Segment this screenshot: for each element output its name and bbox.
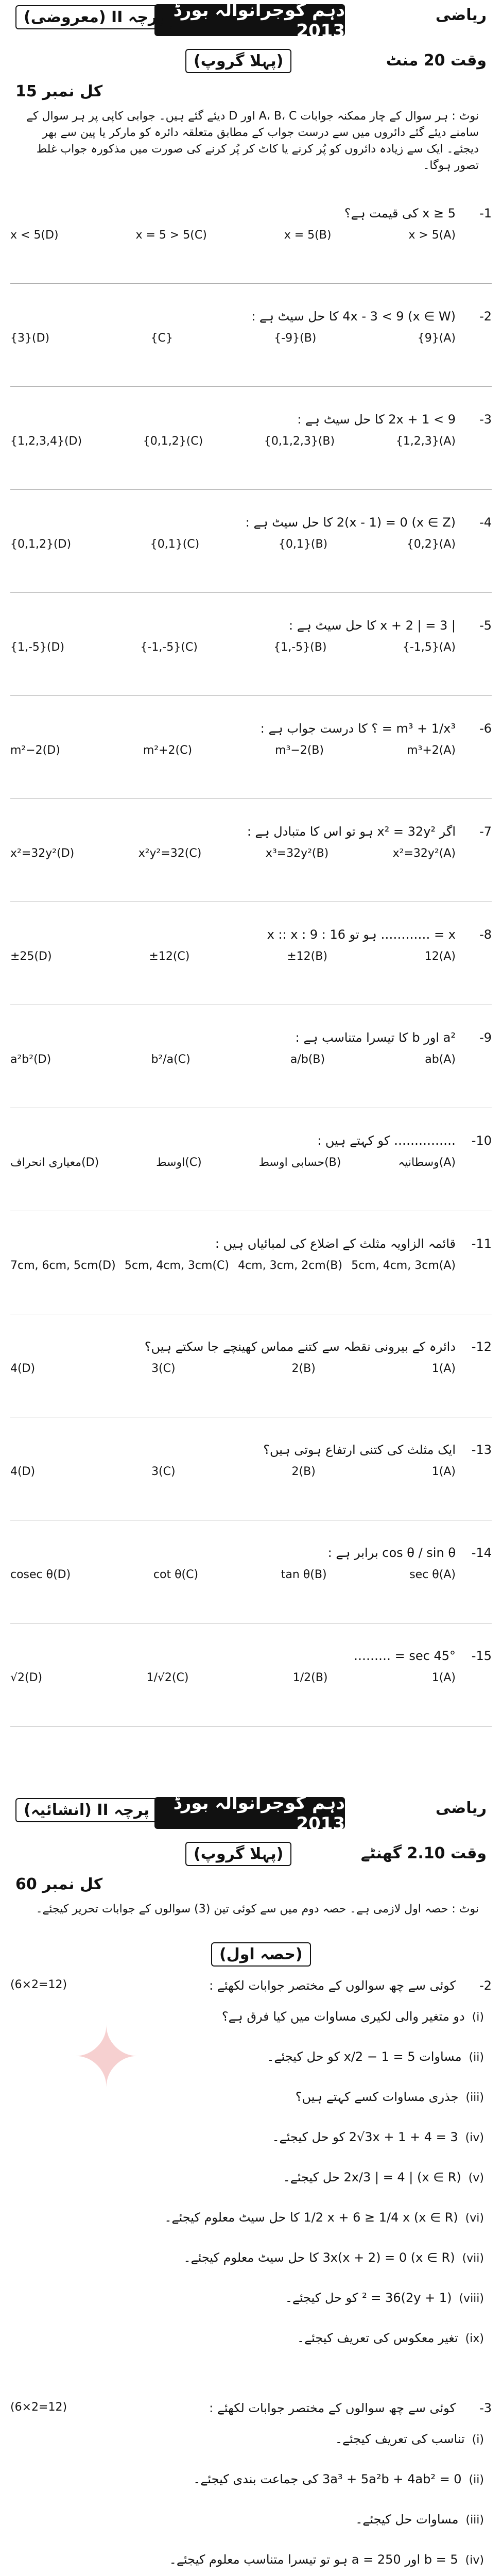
answer-option: {0,2}(A) [406,538,456,551]
time-label-2: وقت 2.10 گھنٹے [360,1844,487,1862]
answer-option: x²=32y²(A) [392,847,456,860]
question-number: -7 [479,824,492,839]
answer-option: {0,1,2,3}(B) [264,435,335,448]
sub-question-number: (ix) [465,2332,484,2345]
answer-options [10,1465,456,1486]
sub-question-number: (viii) [459,2292,484,2305]
sub-question [21,2512,484,2527]
answer-option: {3}(D) [10,332,50,345]
question-number: -12 [471,1340,492,1354]
answer-option: x = 5(B) [284,229,332,242]
answer-options [10,332,456,352]
mcq-question [10,618,492,680]
answer-option: {0,1}(B) [278,538,328,551]
answer-option: m²+2(C) [143,744,193,757]
sub-question-number: (ii) [469,2473,484,2486]
subject-label-2: ریاضی [435,1799,487,1817]
mcq-question [10,1649,492,1710]
sub-question-number: (ii) [469,2051,484,2064]
answer-option: x²y²=32(C) [138,847,202,860]
question-heading: کوئی سے چھ سوالوں کے مختصر جوابات لکھئے : [209,2401,456,2415]
question-text: x ≥ 5 کی قیمت ہے؟ [344,206,456,221]
mcq-question [10,206,492,268]
question-number: -9 [479,1030,492,1045]
answer-option: m²−2(D) [10,744,60,757]
sub-question-text: تناسب کی تعریف کیجئے۔ [335,2432,465,2446]
question-text: 2x + 1 < 9 کا حل سیٹ ہے : [297,412,456,427]
answer-options [10,1156,456,1177]
question-number: -15 [471,1649,492,1663]
answer-options [10,1362,456,1383]
answer-option: 4cm, 3cm, 2cm(B) [238,1259,342,1272]
answer-option: a²b²(D) [10,1053,51,1066]
answer-option: b²/a(C) [151,1053,191,1066]
answer-options [10,641,456,662]
question-text: دائرہ کے بیرونی نقطہ سے کتنے مماس کھینچے جا سکتے ہیں؟ [144,1340,456,1354]
paper-label: پرچہ II (معروضی) [15,5,172,29]
question-number: -11 [471,1236,492,1251]
answer-option: 1/2(B) [292,1671,328,1684]
answer-option: x = 5 > 5(C) [135,229,207,242]
question-number: -14 [471,1546,492,1560]
answer-option: 2(B) [291,1362,316,1375]
answer-options [10,1053,456,1074]
question-number: -3 [479,412,492,427]
answer-option: a/b(B) [290,1053,325,1066]
sub-question-text: (x ∈ R) | 2x/3 | = 4 حل کیجئے۔ [283,2170,461,2184]
mcq-question [10,1546,492,1607]
group-label: (پہلا گروپ) [185,49,291,73]
group-label-2: (پہلا گروپ) [185,1842,291,1866]
sub-question-text: مساوات حل کیجئے۔ [355,2512,459,2527]
answer-options [10,847,456,868]
answer-option: 12(A) [424,950,456,963]
question-number: -1 [479,206,492,221]
question-text: اگر x² = 32y² ہو تو اس کا متبادل ہے : [247,824,456,839]
answer-option: x > 5(A) [408,229,456,242]
board-banner-2: دہم گوجرانوالہ بورڈ 2013 [154,1797,345,1829]
answer-option: sec θ(A) [409,1568,456,1581]
answer-options [10,1568,456,1589]
sub-question-number: (vi) [465,2212,484,2225]
answer-option: {C} [150,332,173,345]
answer-option: 4(D) [10,1362,36,1375]
question-text: cos θ / sin θ برابر ہے : [327,1546,456,1560]
answer-option: x < 5(D) [10,229,59,242]
question-text: (x ∈ Z) 2(x - 1) = 0 کا حل سیٹ ہے : [245,515,456,530]
answer-option: 2(B) [291,1465,316,1478]
question-number: -8 [479,927,492,942]
sub-question-text: (2y + 1)² = 36 کو حل کیجئے۔ [285,2291,452,2305]
marks-label: کل نمبر 15 [15,82,103,100]
answer-option: ±12(B) [287,950,327,963]
answer-option: 3(C) [151,1362,176,1375]
answer-option: حسابی اوسط(B) [258,1156,341,1169]
answer-option: 1(A) [431,1362,456,1375]
answer-option: {1,-5}(B) [273,641,327,654]
sub-question-number: (iii) [465,2514,484,2527]
sub-question-text: جذری مساوات کسے کہتے ہیں؟ [295,2090,459,2104]
answer-option: اوسط(C) [156,1156,202,1169]
question-number: -4 [479,515,492,530]
mcq-question [10,309,492,371]
answer-option: ab(A) [425,1053,456,1066]
sub-question-text: 3a³ + 5a²b + 4ab² = 0 کی جماعت بندی کیجئے۔ [193,2472,462,2486]
divider [10,489,492,490]
answer-option: معیاری انحراف(D) [10,1156,99,1169]
divider [10,592,492,593]
question-text: …………… کو کہتے ہیں : [317,1133,456,1148]
answer-options [10,229,456,249]
question-number: -5 [479,618,492,633]
sub-question [21,2552,484,2567]
answer-options [10,538,456,558]
answer-option: {1,-5}(D) [10,641,65,654]
answer-option: x³=32y²(B) [265,847,329,860]
mcq-question [10,1236,492,1298]
answer-option: m³−2(B) [275,744,324,757]
sub-question-number: (vii) [462,2252,484,2265]
sub-question-text: دو متغیر والی لکیری مساوات میں کیا فرق ہے؟ [221,2009,465,2024]
question-number: -2 [479,1978,492,1993]
instructions-note: نوٹ : ہر سوال کے چار ممکنہ جوابات A، B، C اور D دیئے گئے ہیں۔ جوابی کاپی پر ہر سوال کے سامنے دیئے گئے دائروں میں سے درست جواب کے مطابق متعلقہ دائرہ کو مارکر یا پین سے بھر دیجئے۔ ایک سے زیادہ دائروں کو پُر کرنے یا کاٹ کر پُر کرنے کی صورت میں مذکورہ جواب غلط تصور ہوگا۔ [26,110,479,172]
sub-question-number: (i) [472,2433,484,2446]
answer-option: {0,1,2}(D) [10,538,72,551]
mcq-question [10,1340,492,1401]
mcq-question [10,1030,492,1092]
answer-options [10,950,456,971]
answer-option: cot θ(C) [153,1568,199,1581]
answer-options [10,744,456,765]
answer-options [10,435,456,455]
answer-option: {-1,-5}(C) [140,641,198,654]
answer-option: ±12(C) [149,950,190,963]
answer-option: 7cm, 6cm, 5cm(D) [10,1259,116,1272]
question-text: (x ∈ W) 4x - 3 < 9 کا حل سیٹ ہے : [251,309,456,324]
answer-option: cosec θ(D) [10,1568,71,1581]
mcq-question [10,1133,492,1195]
mcq-question [10,1443,492,1504]
answer-option: 1(A) [431,1465,456,1478]
mcq-question [10,721,492,783]
answer-option: {1,2,3}(A) [395,435,456,448]
question-number: -3 [479,2401,492,2415]
time-label: وقت 20 منٹ [386,52,487,70]
answer-option: {-1,5}(A) [402,641,456,654]
answer-option: {-9}(B) [274,332,317,345]
mcq-question [10,515,492,577]
paper-label-2: پرچہ II (انشائیہ) [15,1798,158,1822]
sub-question-text: (x ∈ R) 1/2 x + 6 ≥ 1/4 x کا حل سیٹ معلوم کیجئے۔ [164,2210,458,2225]
mcq-question [10,927,492,989]
sub-question [21,2472,484,2486]
answer-option: 1/√2(C) [146,1671,189,1684]
sub-question-text: (x ∈ R) 3x(x + 2) = 0 کا حل سیٹ معلوم کیجئے۔ [183,2250,455,2265]
part-one-heading: (حصہ اول) [211,1942,311,1967]
question-text: | x + 2 | = 3 کا حل سیٹ ہے : [289,618,456,633]
sub-question-text: 2√3x + 1 + 4 = 3 کو حل کیجئے۔ [272,2130,458,2144]
watermark-logo: ✦ [58,2009,154,2106]
question-number: -6 [479,721,492,736]
answer-option: {1,2,3,4}(D) [10,435,82,448]
instructions-note-2: نوٹ : حصہ اول لازمی ہے۔ حصہ دوم میں سے کوئی تین (3) سوالوں کے جوابات تحریر کیجئے۔ [36,1903,479,1916]
divider [10,386,492,387]
question-text: قائمہ الزاویہ مثلث کے اضلاع کی لمبائیاں ہیں : [215,1236,456,1251]
sub-question-number: (i) [472,2011,484,2024]
question-number: -13 [471,1443,492,1457]
subject-label: ریاضی [435,6,487,24]
question-heading: کوئی سے چھ سوالوں کے مختصر جوابات لکھئے : [209,1978,456,1993]
answer-options [10,1671,456,1692]
question-marks: (6×2=12) [10,1978,67,1991]
question-text: m³ + 1/x³ = ؟ کا درست جواب ہے : [260,721,456,736]
question-number: -2 [479,309,492,324]
question-text: x = ………… ہو تو 16 : x :: x : 9 [267,927,456,942]
divider [10,283,492,284]
question-text: ایک مثلث کی کتنی ارتفاع ہوتی ہیں؟ [263,1443,456,1457]
answer-option: 3(C) [151,1465,176,1478]
marks-label-2: کل نمبر 60 [15,1875,103,1893]
question-text: a² اور b کا تیسرا متناسب ہے : [295,1030,456,1045]
sub-question-number: (v) [468,2172,484,2184]
answer-option: m³+2(A) [407,744,456,757]
answer-option: 4(D) [10,1465,36,1478]
answer-option: وسطانیہ(A) [398,1156,456,1169]
answer-option: x²=32y²(D) [10,847,75,860]
answer-option: ±25(D) [10,950,52,963]
answer-option: {9}(A) [417,332,456,345]
answer-options [10,1259,456,1280]
answer-option: 1(A) [431,1671,456,1684]
mcq-question [10,412,492,474]
question-text: sec 45° = ……… [353,1649,456,1663]
answer-option: tan θ(B) [281,1568,327,1581]
sub-question-text: b = 5 اور a = 250 ہو تو تیسرا متناسب معلوم کیجئے۔ [169,2552,458,2567]
mcq-question [10,824,492,886]
question-number: -10 [471,1133,492,1148]
answer-option: √2(D) [10,1671,43,1684]
board-banner: دہم گوجرانوالہ بورڈ 2013 [154,4,345,36]
answer-option: {0,1,2}(C) [143,435,203,448]
sub-question-number: (iv) [465,2131,484,2144]
answer-option: {0,1}(C) [150,538,200,551]
question-marks: (6×2=12) [10,2401,67,2414]
answer-option: 5cm, 4cm, 3cm(A) [351,1259,456,1272]
sub-question-number: (iv) [465,2554,484,2567]
sub-question-text: تغیر معکوس کی تعریف کیجئے۔ [297,2331,458,2345]
sub-question-text: مساوات 5 = 1 − x/2 کو حل کیجئے۔ [267,2049,462,2064]
sub-question-number: (iii) [465,2091,484,2104]
answer-option: 5cm, 4cm, 3cm(C) [124,1259,229,1272]
